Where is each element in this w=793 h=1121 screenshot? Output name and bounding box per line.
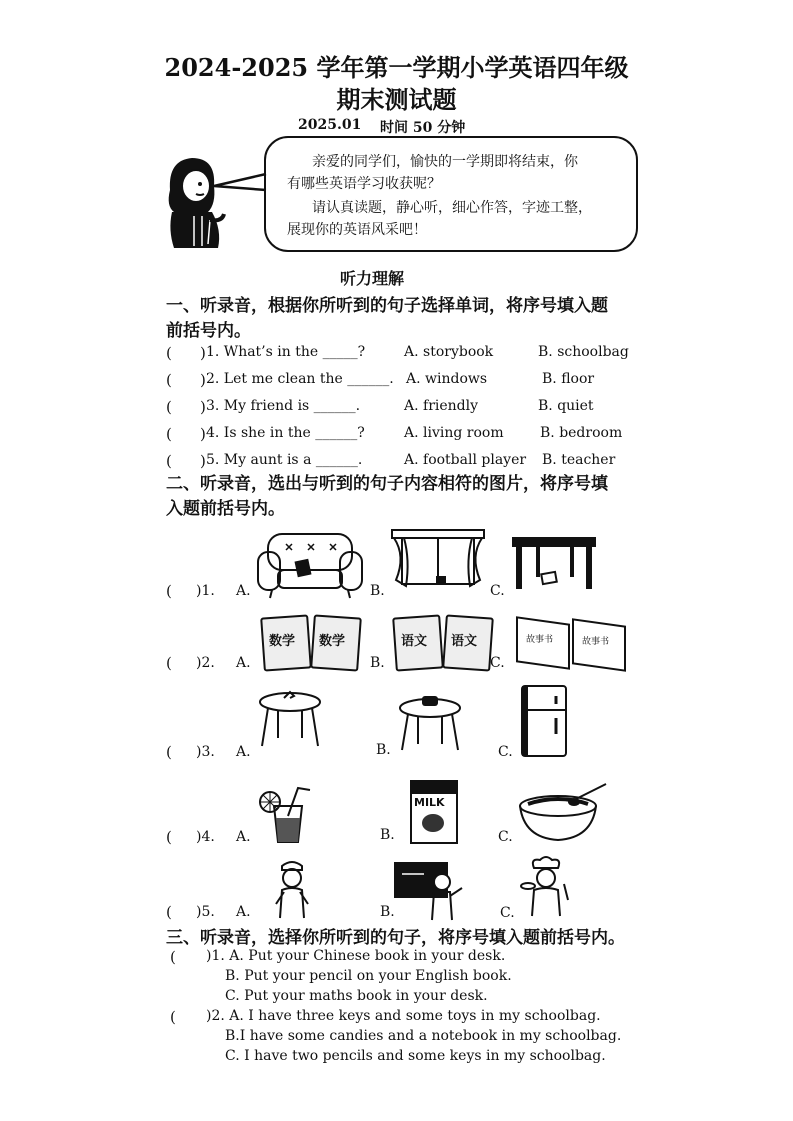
answer-blank[interactable]: ( [166, 371, 172, 389]
table-with-book-image [512, 535, 596, 591]
book-label: 语文 [401, 634, 428, 649]
greeting-line-2: 有哪些英语学习收获呢？ [287, 176, 441, 192]
chinese-books-image [394, 612, 494, 668]
answer-blank[interactable]: ( [166, 743, 172, 761]
exam-date: 2025.01 [298, 117, 362, 133]
picture-option-c-label: C. [498, 829, 513, 845]
chef-image [520, 856, 572, 918]
answer-blank[interactable]: ( [166, 425, 172, 443]
question-text: 4. Is she in the ______? [206, 425, 365, 441]
section2-heading-line2: 入题前括号内。 [166, 499, 285, 519]
answer-blank[interactable]: ( [166, 654, 172, 672]
part-title: 听力理解 [340, 269, 405, 288]
answer-blank-close: ) [200, 344, 206, 362]
sofa-with-book-image [256, 530, 364, 600]
picture-option-b-label: B. [380, 827, 395, 843]
sentence-question-2-option-b: B.I have some candies and a notebook in my schoolbag. [225, 1028, 622, 1044]
book-label: 故事书 [582, 637, 610, 647]
window-with-book-image [388, 530, 488, 592]
sentence-question-2-option-a: )2. A. I have three keys and some toys in my schoolbag. [206, 1008, 601, 1024]
picture-option-a-label: A. [236, 583, 251, 599]
option-a: A. storybook [404, 344, 494, 360]
milk-label: MILK [414, 796, 445, 809]
option-a: A. windows [406, 371, 488, 387]
exam-time: 时间 50 分钟 [380, 120, 466, 136]
picture-option-a-label: A. [236, 829, 251, 845]
picture-option-a-label: A. [236, 904, 251, 920]
answer-blank-close: ) [200, 452, 206, 470]
story-books-image [514, 614, 634, 674]
option-b: B. schoolbag [538, 344, 629, 360]
greeting-line-1: 亲爱的同学们，愉快的一学期即将结束，你 [312, 154, 578, 170]
picture-option-a-label: A. [236, 744, 251, 760]
book-label: 数学 [269, 634, 296, 649]
sentence-question-2-option-c: C. I have two pencils and some keys in my schoolbag. [225, 1048, 606, 1064]
book-label: 故事书 [526, 635, 554, 645]
bubble-tail [212, 170, 268, 200]
juice-glass-image [258, 786, 318, 846]
answer-blank-close: ) [200, 398, 206, 416]
answer-blank[interactable]: ( [166, 452, 172, 470]
sentence-question-1-option-b: B. Put your pencil on your English book. [225, 968, 512, 984]
picture-option-c-label: C. [490, 583, 505, 599]
girl-illustration [160, 150, 235, 250]
nurse-image [272, 858, 312, 920]
picture-option-c-label: C. [490, 655, 505, 671]
picture-option-b-label: B. [380, 904, 395, 920]
section1-heading-line1: 一、听录音，根据你所听到的句子选择单词，将序号填入题 [166, 296, 608, 316]
picture-question-2-number: )2. [196, 655, 215, 671]
question-text: 2. Let me clean the ______. [206, 371, 394, 387]
picture-option-c-label: C. [500, 905, 515, 921]
option-b: B. teacher [542, 452, 616, 468]
picture-option-a-label: A. [236, 655, 251, 671]
answer-blank[interactable]: ( [166, 828, 172, 846]
option-a: A. living room [404, 425, 504, 441]
round-table-with-phone-image [398, 694, 462, 754]
option-a: A. friendly [404, 398, 479, 414]
greeting-line-3: 请认真读题，静心听，细心作答，字迹工整， [312, 200, 592, 216]
answer-blank[interactable]: ( [166, 582, 172, 600]
option-b: B. quiet [538, 398, 594, 414]
soup-bowl-image [518, 780, 610, 844]
question-text: 5. My aunt is a ______. [206, 452, 363, 468]
book-label: 数学 [319, 634, 346, 649]
answer-blank[interactable]: ( [166, 903, 172, 921]
answer-blank[interactable]: ( [166, 344, 172, 362]
sentence-question-1-option-a: )1. A. Put your Chinese book in your desk. [206, 948, 506, 964]
title-line-1: 2024-2025 学年第一学期小学英语四年级 [164, 53, 629, 82]
option-b: B. bedroom [540, 425, 623, 441]
milk-carton-image [410, 780, 458, 844]
picture-question-4-number: )4. [196, 829, 215, 845]
picture-option-b-label: B. [370, 583, 385, 599]
answer-blank-close: ) [200, 425, 206, 443]
option-a: A. football player [404, 452, 527, 468]
greeting-line-4: 展现你的英语风采吧！ [287, 222, 427, 238]
picture-option-b-label: B. [370, 655, 385, 671]
picture-question-1-number: )1. [196, 583, 215, 599]
fridge-image [520, 684, 570, 760]
picture-option-b-label: B. [376, 742, 391, 758]
teacher-at-blackboard-image [394, 862, 466, 924]
picture-question-3-number: )3. [196, 744, 215, 760]
book-label: 语文 [451, 634, 478, 649]
answer-blank[interactable]: ( [170, 948, 176, 966]
picture-option-c-label: C. [498, 744, 513, 760]
math-books-image [262, 612, 362, 668]
sentence-question-1-option-c: C. Put your maths book in your desk. [225, 988, 488, 1004]
section3-heading: 三、听录音，选择你所听到的句子，将序号填入题前括号内。 [166, 928, 625, 948]
option-b: B. floor [542, 371, 595, 387]
title-line-2: 期末测试题 [336, 85, 457, 114]
answer-blank[interactable]: ( [166, 398, 172, 416]
answer-blank[interactable]: ( [170, 1008, 176, 1026]
section2-heading-line1: 二、听录音，选出与听到的句子内容相符的图片，将序号填 [166, 474, 608, 494]
round-table-with-item-image [258, 690, 322, 750]
picture-question-5-number: )5. [196, 904, 215, 920]
section1-heading-line2: 前括号内。 [166, 321, 251, 341]
answer-blank-close: ) [200, 371, 206, 389]
question-text: 1. What’s in the _____? [206, 344, 366, 360]
question-text: 3. My friend is ______. [206, 398, 361, 414]
